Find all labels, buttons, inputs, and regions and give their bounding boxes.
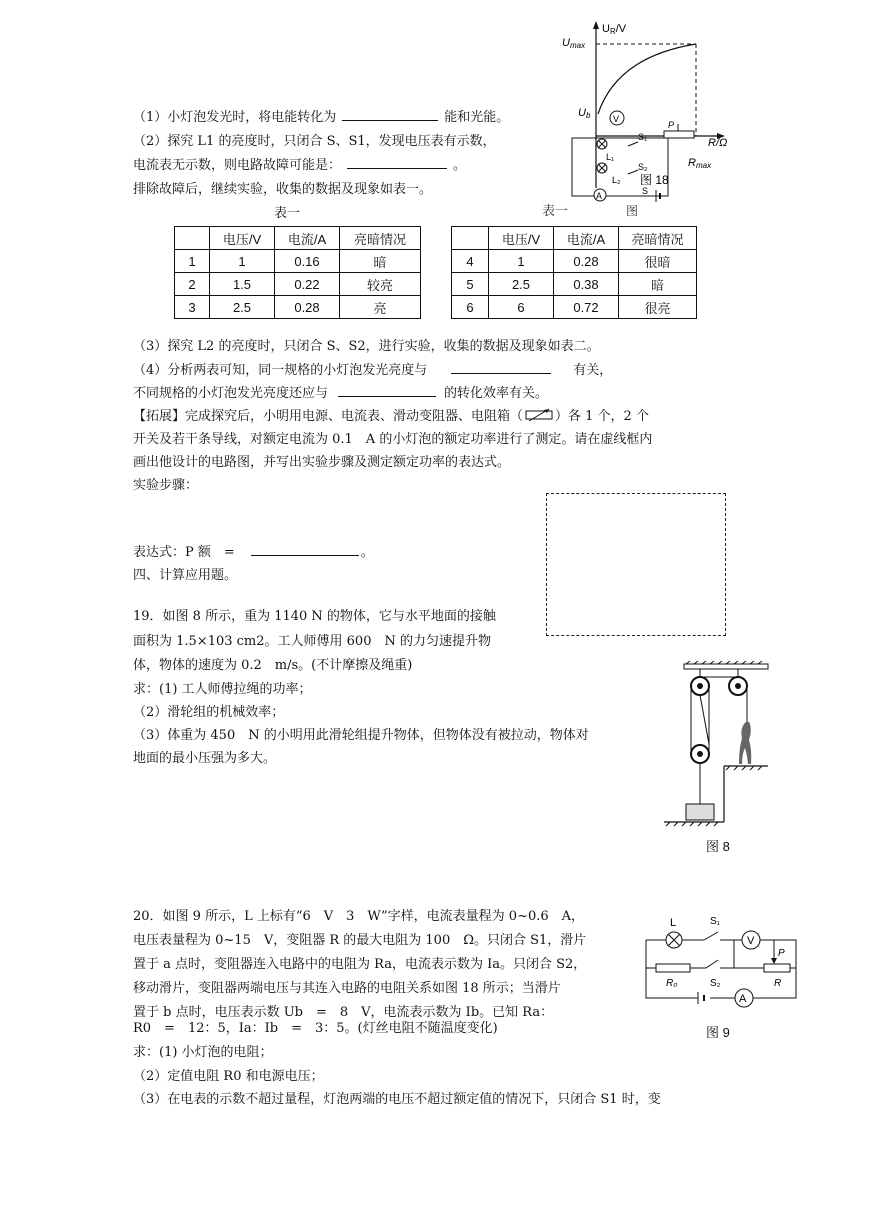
q4-blank2[interactable] <box>338 384 436 397</box>
q2-line3: 排除故障后，继续实验，收集的数据及现象如表一。 <box>133 182 433 197</box>
fig18-umax: Umax <box>562 37 586 50</box>
table-cell: 0.72 <box>554 296 619 319</box>
q2-text: 电流表无示数，则电路故障可能是： <box>133 158 342 173</box>
q4-text1: （4）分析两表可知，同一规格的小灯泡发光亮度与 <box>133 363 428 378</box>
fig9-caption: 图 9 <box>706 1025 730 1040</box>
q2-blank[interactable] <box>347 156 447 169</box>
q1-post: 能和光能。 <box>444 110 510 125</box>
fig9-l: L <box>670 917 677 929</box>
table-row <box>452 250 697 273</box>
q19-line5: （2）滑轮组的机械效率； <box>133 705 285 720</box>
figure-8-pulley <box>664 662 774 832</box>
fig9-ammeter: A <box>739 993 747 1005</box>
q4-post1: 有关， <box>573 363 613 378</box>
ext-expr-post: 。 <box>360 545 374 560</box>
table-cell: 1 <box>210 250 275 273</box>
q19-line3: 体，物体的速度为 0.2 m/s。(不计摩擦及绳重) <box>133 658 413 673</box>
ext-expression <box>133 541 374 560</box>
table-cell: 0.28 <box>275 296 340 319</box>
ext-expr-text: 表达式：P 额 = <box>133 545 235 560</box>
table-cell: 3 <box>175 296 210 319</box>
fig9-r: R <box>774 978 782 989</box>
fig9-s2: S₂ <box>710 978 721 989</box>
table2-header-row <box>452 227 697 250</box>
table-cell: 1 <box>489 250 554 273</box>
q1-blank[interactable] <box>342 108 438 121</box>
ext-line3: 画出他设计的电路图，并写出实验步骤及测定额定功率的表达式。 <box>133 455 511 470</box>
q2-line2 <box>133 154 466 173</box>
table-cell: 1.5 <box>210 273 275 296</box>
table-cell: 6 <box>489 296 554 319</box>
q20-line1: 20．如图 9 所示，L 上标有“6 V 3 W”字样，电流表量程为 0~0.6 A， <box>133 909 585 924</box>
q20-line6: R0 = 12：5，Ia：Ib = 3：5。(灯丝电阻不随温度变化) <box>133 1021 498 1036</box>
table-2 <box>451 226 697 319</box>
ext-text1: 【拓展】完成探究后，小明用电源、电流表、滑动变阻器、电阻箱（ <box>133 409 524 424</box>
q4-line1 <box>133 359 612 378</box>
table-cell: 亮 <box>340 296 421 319</box>
fig8-caption: 图 8 <box>706 839 730 854</box>
table-cell: 5 <box>452 273 489 296</box>
table-cell: 0.16 <box>275 250 340 273</box>
fig18-xlabel: R/Ω <box>708 137 728 149</box>
table1-h1: 电压/V <box>210 227 275 250</box>
table2-h2: 电流/A <box>554 227 619 250</box>
table-cell: 暗 <box>619 273 697 296</box>
fig18-rmax: Rmax <box>688 157 712 170</box>
table-cell: 0.38 <box>554 273 619 296</box>
table1-header-row <box>175 227 421 250</box>
table-row <box>175 273 421 296</box>
ext-post1: ）各 1 个，2 个 <box>555 409 649 424</box>
table-cell: 4 <box>452 250 489 273</box>
figure-18 <box>560 18 740 218</box>
circuit-drawing-box[interactable] <box>546 493 726 636</box>
q4-text2: 不同规格的小灯泡发光亮度还应与 <box>133 386 329 401</box>
table2-caption: 表一 <box>542 204 569 219</box>
table2-h3: 亮暗情况 <box>619 227 697 250</box>
q4-blank1[interactable] <box>451 361 551 374</box>
q19-line6: （3）体重为 450 N 的小明用此滑轮组提升物体，但物体没有被拉动，物体对 <box>133 728 589 743</box>
table-row <box>452 296 697 319</box>
ext-line1 <box>133 405 649 424</box>
ext-steps: 实验步骤： <box>133 478 199 493</box>
q4-post2: 的转化效率有关。 <box>444 386 549 401</box>
table-cell: 1 <box>175 250 210 273</box>
fig18-s: S <box>642 186 649 196</box>
q20-line5: 置于 b 点时，电压表示数 Ub = 8 V，电流表示数为 Ib。已知 Ra： <box>133 1005 554 1020</box>
q2-post: 。 <box>453 158 467 173</box>
fig18-p: P <box>668 120 675 130</box>
q20-line7: 求：(1) 小灯泡的电阻； <box>133 1045 273 1060</box>
expr-blank[interactable] <box>251 543 359 556</box>
q4-line2 <box>133 382 548 401</box>
q1-text: （1）小灯泡发光时，将电能转化为 <box>133 110 337 125</box>
table-row <box>175 296 421 319</box>
table1-h0 <box>175 227 210 250</box>
q19-line7: 地面的最小压强为多大。 <box>133 751 277 766</box>
table-cell: 6 <box>452 296 489 319</box>
fig18-ub: Ub <box>578 107 591 120</box>
q19-line1: 19．如图 8 所示，重为 1140 N 的物体，它与水平地面的接触 <box>133 609 496 624</box>
table1-h3: 亮暗情况 <box>340 227 421 250</box>
fig18-caption: 图 18 <box>640 173 669 187</box>
table-cell: 很亮 <box>619 296 697 319</box>
table-row <box>175 250 421 273</box>
fig9-voltmeter: V <box>747 935 755 947</box>
fig9-r0: R₀ <box>666 978 678 989</box>
table-cell: 暗 <box>340 250 421 273</box>
fig18-ammeter: A <box>596 191 603 201</box>
section-4-title: 四、计算应用题。 <box>133 568 238 583</box>
fig18-caption2: 图 <box>626 204 639 218</box>
fig18-voltmeter: V <box>613 114 620 124</box>
table-1 <box>174 226 421 319</box>
fig9-s1: S₁ <box>710 916 721 927</box>
table-cell: 2.5 <box>489 273 554 296</box>
q2-line1: （2）探究 L1 的亮度时，只闭合 S、S1，发现电压表有示数， <box>133 134 496 149</box>
fig9-p: P <box>778 948 785 959</box>
q19-line2: 面积为 1.5×103 cm2。工人师傅用 600 N 的力匀速提升物 <box>133 634 491 649</box>
table-cell: 2 <box>175 273 210 296</box>
figure-9-circuit <box>638 910 803 1022</box>
table2-h1: 电压/V <box>489 227 554 250</box>
table-cell: 很暗 <box>619 250 697 273</box>
q20-line9: （3）在电表的示数不超过量程，灯泡两端的电压不超过额定值的情况下，只闭合 S1 时，变 <box>133 1092 661 1107</box>
table1-h2: 电流/A <box>275 227 340 250</box>
table1-caption: 表一 <box>274 206 301 221</box>
fig18-l1: L₁ <box>606 152 615 162</box>
q3-line: （3）探究 L2 的亮度时，只闭合 S、S2，进行实验，收集的数据及现象如表二。 <box>133 339 600 354</box>
table-cell: 0.28 <box>554 250 619 273</box>
q19-line4: 求：(1) 工人师傅拉绳的功率； <box>133 682 312 697</box>
table-row <box>452 273 697 296</box>
fig18-s1: S₁ <box>638 132 648 142</box>
q20-line2: 电压表量程为 0~15 V，变阻器 R 的最大电阻为 100 Ω。只闭合 S1，滑片 <box>133 933 587 948</box>
q1-line <box>133 106 509 125</box>
resistance-box-icon <box>523 408 555 422</box>
table-cell: 较亮 <box>340 273 421 296</box>
table-cell: 0.22 <box>275 273 340 296</box>
ext-line2: 开关及若干条导线，对额定电流为 0.1 A 的小灯泡的额定功率进行了测定。请在虚线框内 <box>133 432 653 447</box>
q20-line8: （2）定值电阻 R0 和电源电压； <box>133 1069 324 1084</box>
table2-h0 <box>452 227 489 250</box>
q20-line4: 移动滑片，变阻器两端电压与其连入电路的电阻关系如图 18 所示；当滑片 <box>133 981 561 996</box>
q20-line3: 置于 a 点时，变阻器连入电路中的电阻为 Ra，电流表示数为 Ia。只闭合 S2， <box>133 957 587 972</box>
table-cell: 2.5 <box>210 296 275 319</box>
fig18-l2: L₂ <box>612 175 621 185</box>
fig18-s2: S₂ <box>638 162 648 172</box>
fig18-ylabel: UR/V <box>602 23 627 36</box>
